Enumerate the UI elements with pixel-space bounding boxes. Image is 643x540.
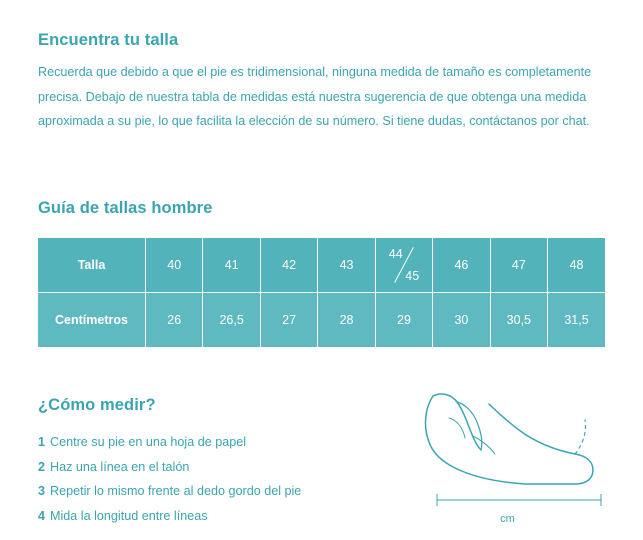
- size-table: [38, 238, 605, 347]
- table-row: [38, 293, 605, 348]
- table-cell-size: 48: [548, 238, 605, 293]
- table-cell-cm: 29: [375, 293, 432, 348]
- list-item: [38, 479, 301, 504]
- table-cell-cm: 26: [146, 293, 203, 348]
- step-text: Repetir lo mismo frente al dedo gordo del pie: [50, 484, 302, 498]
- measure-steps-list: [38, 430, 301, 528]
- intro-text: Recuerda que debido a que el pie es tridimensional, ninguna medida de tamaño es completamente precisa. Debajo de nuestra tabla de medidas está nuestra sugerencia de que obtenga una medida aproximada a su pie, lo que facilita la elección de su número. Si tiene dudas, contáctanos por chat.: [38, 65, 592, 128]
- split-size-top: 44: [388, 247, 403, 261]
- row-label-centimetros: Centímetros: [38, 293, 146, 348]
- step-text: Haz una línea en el talón: [50, 459, 190, 474]
- step-number: 4: [38, 508, 46, 523]
- foot-icon: [415, 388, 615, 528]
- table-cell-cm: 27: [260, 293, 317, 348]
- table-cell-cm: 30,5: [490, 293, 547, 348]
- how-to-measure-title: ¿Cómo medir?: [38, 396, 156, 414]
- measurement-unit-label: cm: [500, 513, 515, 525]
- step-text: Centre su pie en una hoja de papel: [50, 435, 247, 449]
- table-cell-size-split: [375, 238, 432, 293]
- step-text: Mida la longitud entre líneas: [50, 508, 208, 523]
- size-table-title: Guía de tallas hombre: [38, 199, 213, 217]
- list-item: [38, 430, 301, 455]
- row-label-talla: Talla: [38, 238, 146, 293]
- step-number: 2: [38, 459, 46, 474]
- table-cell-cm: 30: [433, 293, 490, 348]
- step-number: 3: [38, 484, 46, 498]
- table-cell-size: 40: [146, 238, 203, 293]
- table-cell-size: 42: [260, 238, 317, 293]
- step-number: 1: [38, 435, 46, 449]
- size-table-container: [38, 238, 605, 347]
- table-cell-size: 41: [203, 238, 260, 293]
- table-row: [38, 238, 605, 293]
- list-item: [38, 504, 301, 529]
- page-title: Encuentra tu talla: [38, 31, 179, 49]
- table-cell-size: 43: [318, 238, 375, 293]
- table-cell-size: 46: [433, 238, 490, 293]
- intro-paragraph: [38, 60, 594, 134]
- foot-measurement-illustration: [415, 388, 615, 528]
- table-cell-cm: 31,5: [548, 293, 605, 348]
- table-cell-size: 47: [490, 238, 547, 293]
- table-cell-cm: 28: [318, 293, 375, 348]
- list-item: [38, 455, 301, 480]
- split-size-cell: [377, 239, 431, 291]
- table-cell-cm: 26,5: [203, 293, 260, 348]
- split-size-bottom: 45: [405, 269, 420, 283]
